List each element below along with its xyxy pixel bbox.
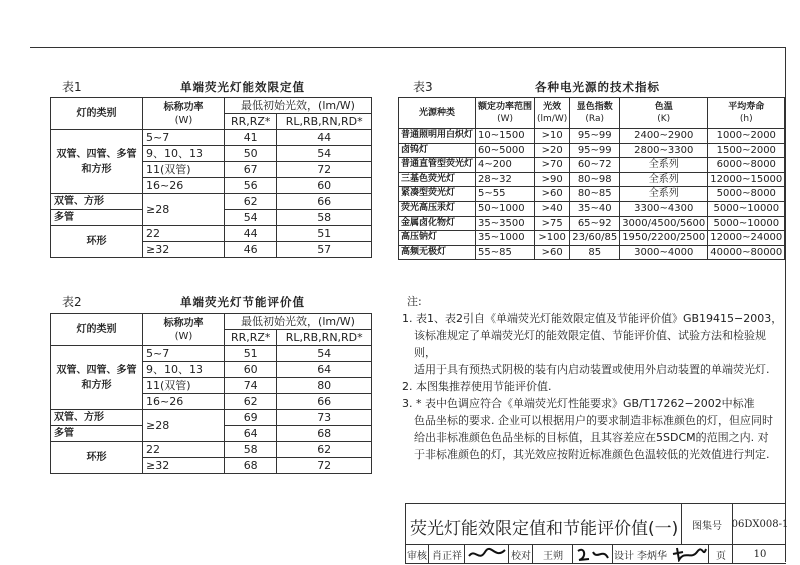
table2-label: 表2	[62, 295, 82, 309]
signature-icon	[575, 546, 611, 562]
table-row	[399, 231, 785, 246]
table-row	[399, 216, 785, 231]
value-cell: 40000~80000	[708, 245, 785, 260]
header-category: 灯的类别	[51, 98, 143, 130]
value-cell: 全系列	[620, 172, 708, 187]
title-block	[405, 503, 789, 564]
value-cell: 6000~8000	[708, 158, 785, 173]
light-source-cell: 普通直管型荧光灯	[399, 158, 476, 173]
power-cell: 11(双管)	[143, 162, 225, 178]
designer-name: 李炳华	[637, 550, 667, 562]
designer-signature	[670, 545, 708, 563]
note-line: 色品坐标的要求. 企业可以根据用户的要求制造非标准颜色的灯，但应同时	[414, 414, 773, 427]
value-cell: 54	[225, 210, 277, 226]
table-row	[399, 172, 785, 187]
power-cell: 22	[143, 226, 225, 242]
header-text: (K)	[657, 114, 671, 124]
value-cell: 60~72	[570, 158, 620, 173]
value-cell: 66	[277, 194, 372, 210]
value-cell: 3300~4300	[620, 201, 708, 216]
value-cell: 60~5000	[476, 143, 535, 158]
value-cell: 46	[225, 242, 277, 258]
light-source-cell: 金属卤化物灯	[399, 216, 476, 231]
power-cell: ≥28	[143, 410, 225, 442]
table-row	[51, 130, 372, 146]
table-row	[51, 194, 372, 210]
header-power-unit: (W)	[174, 114, 193, 126]
header-col-a: RR,RZ*	[225, 114, 277, 130]
table-row	[51, 226, 372, 242]
value-cell: >60	[535, 187, 570, 202]
value-cell: 28~32	[476, 172, 535, 187]
value-cell: 95~99	[570, 143, 620, 158]
value-cell: 64	[225, 426, 277, 442]
header-power	[143, 98, 225, 130]
power-cell: 9、10、13	[143, 362, 225, 378]
header-col-a: RR,RZ*	[225, 330, 277, 346]
value-cell: 54	[277, 346, 372, 362]
value-cell: >60	[535, 245, 570, 260]
review-label: 审核	[407, 550, 427, 562]
value-cell: 60	[277, 178, 372, 194]
table-row	[51, 410, 372, 426]
value-cell: >40	[535, 201, 570, 216]
category-cell: 多管	[51, 426, 143, 442]
table1-title: 单端荧光灯能效限定值	[180, 80, 305, 94]
table1-label: 表1	[62, 80, 82, 94]
value-cell: 54	[277, 146, 372, 162]
power-cell: ≥28	[143, 194, 225, 226]
value-cell: 62	[225, 394, 277, 410]
value-cell: 51	[225, 346, 277, 362]
header-cell	[535, 98, 570, 129]
value-cell: 64	[277, 362, 372, 378]
value-cell: 1950/2200/2500	[620, 231, 708, 246]
value-cell: 35~40	[570, 201, 620, 216]
header-row	[399, 98, 785, 129]
note-line: 3. * 表中色调应符合《单端荧光灯性能要求》GB/T17262−2002中标准	[402, 397, 755, 410]
power-cell: ≥32	[143, 458, 225, 474]
value-cell: 2800~3300	[620, 143, 708, 158]
table2-title: 单端荧光灯节能评价值	[180, 295, 305, 309]
value-cell: 72	[277, 458, 372, 474]
header-text: 显色指数	[576, 102, 613, 112]
value-cell: 68	[277, 426, 372, 442]
power-cell: 16~26	[143, 178, 225, 194]
light-source-cell: 高频无极灯	[399, 245, 476, 260]
header-text: (h)	[739, 114, 753, 124]
value-cell: 85	[570, 245, 620, 260]
note-line: 该标准规定了单端荧光灯的能效限定值、节能评价值、试验方法和检验规则，	[414, 329, 766, 359]
header-cell	[399, 98, 476, 129]
header-power-label: 标称功率	[163, 317, 204, 329]
value-cell: 5~55	[476, 187, 535, 202]
value-cell: 35~1000	[476, 231, 535, 246]
value-cell: 80	[277, 378, 372, 394]
value-cell: 50~1000	[476, 201, 535, 216]
header-text: 光源种类	[419, 108, 456, 118]
category-cell: 双管、四管、多管和方形	[51, 130, 143, 194]
checker-name: 王朔	[532, 545, 573, 563]
table2	[50, 313, 372, 474]
power-cell: 5~7	[143, 130, 225, 146]
note-line: 于非标准颜色的灯，其光效应按附近标准颜色色温较低的光效值进行判定.	[414, 448, 770, 461]
value-cell: 44	[277, 130, 372, 146]
value-cell: 73	[277, 410, 372, 426]
header-power	[143, 314, 225, 346]
header-power-unit: (W)	[174, 330, 193, 342]
value-cell: 62	[225, 194, 277, 210]
drawing-title: 荧光灯能效限定值和节能评价值(一)	[410, 519, 679, 539]
value-cell: 58	[225, 442, 277, 458]
table-row	[399, 129, 785, 144]
value-cell: 10~1500	[476, 129, 535, 144]
header-text: (lm/W)	[537, 114, 568, 124]
value-cell: 62	[277, 442, 372, 458]
header-category: 灯的类别	[51, 314, 143, 346]
power-cell: 22	[143, 442, 225, 458]
value-cell: 60	[225, 362, 277, 378]
signature-icon	[671, 546, 707, 562]
value-cell: 12000~24000	[708, 231, 785, 246]
value-cell: 全系列	[620, 187, 708, 202]
value-cell: 41	[225, 130, 277, 146]
category-cell: 环形	[51, 226, 143, 258]
value-cell: 72	[277, 162, 372, 178]
header-text: 光效	[543, 102, 562, 112]
category-cell: 双管、四管、多管和方形	[51, 346, 143, 410]
category-cell: 环形	[51, 442, 143, 474]
table-row	[51, 442, 372, 458]
value-cell: 2400~2900	[620, 129, 708, 144]
table3	[398, 97, 785, 260]
table-row	[399, 245, 785, 260]
table-row	[399, 201, 785, 216]
header-cell	[476, 98, 535, 129]
value-cell: >10	[535, 129, 570, 144]
atlas-number-label: 图集号	[681, 504, 732, 544]
category-cell: 双管、方形	[51, 410, 143, 426]
value-cell: 50	[225, 146, 277, 162]
value-cell: 68	[225, 458, 277, 474]
notes	[402, 293, 785, 463]
light-source-cell: 荧光高压汞灯	[399, 201, 476, 216]
signature-icon	[467, 546, 507, 562]
value-cell: >20	[535, 143, 570, 158]
value-cell: 3000/4500/5600	[620, 216, 708, 231]
note-line: 适用于具有预热式阴极的装有内启动装置或使用外启动装置的单端荧光灯.	[414, 363, 770, 376]
note-line: 1. 表1、表2引自《单端荧光灯能效限定值及节能评价值》GB19415−2003，	[402, 312, 783, 325]
header-text: (W)	[497, 114, 513, 124]
light-source-cell: 卤钨灯	[399, 143, 476, 158]
power-cell: 5~7	[143, 346, 225, 362]
checker-signature	[572, 545, 613, 563]
light-source-cell: 普通照明用白炽灯	[399, 129, 476, 144]
header-efficacy: 最低初始光效，(lm/W)	[225, 314, 372, 330]
header-text: 色温	[654, 102, 673, 112]
header-efficacy: 最低初始光效，(lm/W)	[225, 98, 372, 114]
note-line: 2. 本图集推荐使用节能评价值.	[402, 380, 552, 393]
header-row	[51, 98, 372, 114]
header-cell	[570, 98, 620, 129]
page-number: 10	[732, 545, 787, 563]
value-cell: >75	[535, 216, 570, 231]
table-row	[51, 346, 372, 362]
table3-label: 表3	[413, 80, 433, 94]
value-cell: 12000~15000	[708, 172, 785, 187]
power-cell: 9、10、13	[143, 146, 225, 162]
power-cell: ≥32	[143, 242, 225, 258]
value-cell: 57	[277, 242, 372, 258]
value-cell: 67	[225, 162, 277, 178]
light-source-cell: 高压钠灯	[399, 231, 476, 246]
header-text: (Ra)	[585, 114, 605, 124]
category-cell: 双管、方形	[51, 194, 143, 210]
value-cell: 1000~2000	[708, 129, 785, 144]
value-cell: 全系列	[620, 158, 708, 173]
table3-title: 各种电光源的技术指标	[535, 80, 660, 94]
power-cell: 16~26	[143, 394, 225, 410]
value-cell: >100	[535, 231, 570, 246]
value-cell: 69	[225, 410, 277, 426]
header-col-b: RL,RB,RN,RD*	[277, 114, 372, 130]
value-cell: 51	[277, 226, 372, 242]
value-cell: 80~98	[570, 172, 620, 187]
table-row	[399, 158, 785, 173]
reviewer-name: 肖正祥	[428, 545, 465, 563]
check-label: 校对	[508, 545, 533, 563]
value-cell: 5000~8000	[708, 187, 785, 202]
header-row	[51, 314, 372, 330]
header-text: 额定功率范围	[478, 102, 533, 112]
header-cell	[620, 98, 708, 129]
category-cell: 多管	[51, 210, 143, 226]
header-cell	[708, 98, 785, 129]
page-label: 页	[708, 545, 733, 563]
value-cell: 95~99	[570, 129, 620, 144]
header-text: 平均寿命	[728, 102, 765, 112]
value-cell: 4~200	[476, 158, 535, 173]
value-cell: 80~85	[570, 187, 620, 202]
value-cell: 5000~10000	[708, 201, 785, 216]
notes-heading: 注:	[407, 295, 422, 308]
value-cell: >70	[535, 158, 570, 173]
value-cell: 58	[277, 210, 372, 226]
table-row	[399, 187, 785, 202]
table1	[50, 97, 372, 258]
value-cell: 3000~4000	[620, 245, 708, 260]
value-cell: 74	[225, 378, 277, 394]
value-cell: 1500~2000	[708, 143, 785, 158]
atlas-number: 06DX008-1	[732, 504, 787, 544]
power-cell: 11(双管)	[143, 378, 225, 394]
value-cell: 55~85	[476, 245, 535, 260]
value-cell: 66	[277, 394, 372, 410]
value-cell: 35~3500	[476, 216, 535, 231]
value-cell: 56	[225, 178, 277, 194]
design-label: 设计	[612, 545, 635, 563]
value-cell: 44	[225, 226, 277, 242]
header-power-label: 标称功率	[163, 101, 204, 113]
header-col-b: RL,RB,RN,RD*	[277, 330, 372, 346]
reviewer-signature	[464, 545, 509, 563]
light-source-cell: 三基色荧光灯	[399, 172, 476, 187]
value-cell: >90	[535, 172, 570, 187]
value-cell: 65~92	[570, 216, 620, 231]
table-row	[399, 143, 785, 158]
value-cell: 23/60/85	[570, 231, 620, 246]
value-cell: 5000~10000	[708, 216, 785, 231]
note-line: 给出非标准颜色色品坐标的目标值，且其容差应在5SDCM的范围之内. 对	[414, 431, 769, 444]
light-source-cell: 紧凑型荧光灯	[399, 187, 476, 202]
